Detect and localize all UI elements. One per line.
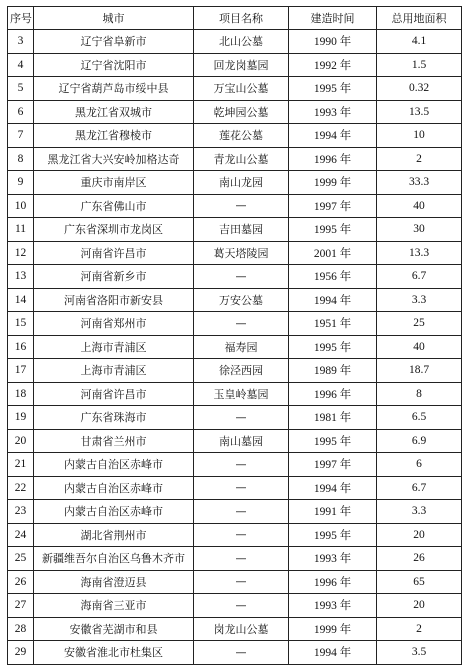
cell-city: 广东省深圳市龙岗区 — [34, 218, 194, 242]
cell-index: 17 — [8, 359, 34, 383]
cell-total-area: 6.5 — [377, 406, 462, 430]
cell-project: — — [194, 523, 289, 547]
cell-project: 南山墓园 — [194, 429, 289, 453]
cell-index: 11 — [8, 218, 34, 242]
table-row — [8, 265, 462, 289]
cell-total-area: 20 — [377, 523, 462, 547]
cell-build-time: 1995 年 — [289, 77, 377, 101]
cell-index: 13 — [8, 265, 34, 289]
cell-index: 6 — [8, 100, 34, 124]
table-row — [8, 30, 462, 54]
table-row — [8, 194, 462, 218]
cell-build-time: 1994 年 — [289, 476, 377, 500]
cell-total-area: 33.3 — [377, 171, 462, 195]
table-row — [8, 570, 462, 594]
table-row — [8, 312, 462, 336]
cell-total-area: 4.1 — [377, 30, 462, 54]
cell-project: 玉皇岭墓园 — [194, 382, 289, 406]
cell-total-area: 30 — [377, 218, 462, 242]
cell-index: 23 — [8, 500, 34, 524]
cell-build-time: 1994 年 — [289, 288, 377, 312]
cell-total-area: 65 — [377, 570, 462, 594]
cell-index: 7 — [8, 124, 34, 148]
cell-total-area: 13.3 — [377, 241, 462, 265]
cell-index: 10 — [8, 194, 34, 218]
cell-total-area: 0.32 — [377, 77, 462, 101]
cell-index: 28 — [8, 617, 34, 641]
cell-total-area: 2 — [377, 617, 462, 641]
cell-city: 湖北省荆州市 — [34, 523, 194, 547]
cell-city: 辽宁省葫芦岛市绥中县 — [34, 77, 194, 101]
cell-index: 15 — [8, 312, 34, 336]
cell-city: 辽宁省阜新市 — [34, 30, 194, 54]
cell-project: — — [194, 500, 289, 524]
cell-city: 安徽省淮北市杜集区 — [34, 641, 194, 665]
table-row — [8, 77, 462, 101]
cell-build-time: 1981 年 — [289, 406, 377, 430]
cell-project: — — [194, 476, 289, 500]
cell-build-time: 1996 年 — [289, 382, 377, 406]
cell-city: 河南省许昌市 — [34, 382, 194, 406]
cell-index: 27 — [8, 594, 34, 618]
table-row — [8, 523, 462, 547]
cell-project: 莲花公墓 — [194, 124, 289, 148]
table-row — [8, 453, 462, 477]
cell-project: 吉田墓园 — [194, 218, 289, 242]
table-row — [8, 100, 462, 124]
cell-build-time: 1994 年 — [289, 124, 377, 148]
header-index: 序号 — [8, 7, 34, 30]
table-header-row — [8, 7, 462, 30]
table-row — [8, 617, 462, 641]
cell-project: 北山公墓 — [194, 30, 289, 54]
cell-project: 万宝山公墓 — [194, 77, 289, 101]
cell-city: 内蒙古自治区赤峰市 — [34, 453, 194, 477]
cell-build-time: 1989 年 — [289, 359, 377, 383]
header-total-area: 总用地面积 — [377, 7, 462, 30]
cell-project: 万安公墓 — [194, 288, 289, 312]
cell-build-time: 1997 年 — [289, 453, 377, 477]
cell-total-area: 13.5 — [377, 100, 462, 124]
cell-total-area: 10 — [377, 124, 462, 148]
cell-total-area: 6.9 — [377, 429, 462, 453]
cell-project: 南山龙园 — [194, 171, 289, 195]
cell-total-area: 3.3 — [377, 288, 462, 312]
cell-build-time: 1996 年 — [289, 570, 377, 594]
cell-city: 黑龙江省穆棱市 — [34, 124, 194, 148]
table-row — [8, 547, 462, 571]
table-row — [8, 641, 462, 665]
table-row — [8, 124, 462, 148]
cell-city: 上海市青浦区 — [34, 359, 194, 383]
table-row — [8, 406, 462, 430]
cell-index: 9 — [8, 171, 34, 195]
cell-total-area: 2 — [377, 147, 462, 171]
cell-city: 甘肃省兰州市 — [34, 429, 194, 453]
cell-project: — — [194, 194, 289, 218]
cell-city: 海南省三亚市 — [34, 594, 194, 618]
cell-build-time: 1996 年 — [289, 147, 377, 171]
cell-index: 21 — [8, 453, 34, 477]
table-row — [8, 53, 462, 77]
cell-index: 26 — [8, 570, 34, 594]
cell-city: 安徽省芜湖市和县 — [34, 617, 194, 641]
cell-total-area: 18.7 — [377, 359, 462, 383]
cell-index: 18 — [8, 382, 34, 406]
table-row — [8, 476, 462, 500]
cell-total-area: 3.3 — [377, 500, 462, 524]
cell-project: 回龙岗墓园 — [194, 53, 289, 77]
cell-total-area: 6 — [377, 453, 462, 477]
table-row — [8, 171, 462, 195]
cell-project: 青龙山公墓 — [194, 147, 289, 171]
cell-index: 4 — [8, 53, 34, 77]
table-row — [8, 147, 462, 171]
cell-build-time: 1993 年 — [289, 594, 377, 618]
table-row — [8, 429, 462, 453]
cell-total-area: 6.7 — [377, 265, 462, 289]
cell-city: 河南省许昌市 — [34, 241, 194, 265]
cell-index: 29 — [8, 641, 34, 665]
table-row — [8, 288, 462, 312]
cell-project: — — [194, 641, 289, 665]
cell-total-area: 40 — [377, 335, 462, 359]
cell-city: 重庆市南岸区 — [34, 171, 194, 195]
cell-total-area: 25 — [377, 312, 462, 336]
cell-city: 河南省郑州市 — [34, 312, 194, 336]
cell-build-time: 1999 年 — [289, 617, 377, 641]
cell-index: 22 — [8, 476, 34, 500]
cell-city: 黑龙江省双城市 — [34, 100, 194, 124]
table-row — [8, 218, 462, 242]
cell-total-area: 1.5 — [377, 53, 462, 77]
cell-build-time: 1997 年 — [289, 194, 377, 218]
cell-build-time: 1993 年 — [289, 547, 377, 571]
cell-project: — — [194, 312, 289, 336]
cell-build-time: 1951 年 — [289, 312, 377, 336]
cell-city: 广东省佛山市 — [34, 194, 194, 218]
cell-total-area: 3.5 — [377, 641, 462, 665]
cell-build-time: 2001 年 — [289, 241, 377, 265]
cell-index: 25 — [8, 547, 34, 571]
cemetery-table — [7, 6, 462, 665]
cell-project: 徐泾西园 — [194, 359, 289, 383]
cell-index: 24 — [8, 523, 34, 547]
cell-project: 葛天塔陵园 — [194, 241, 289, 265]
cell-city: 黑龙江省大兴安岭加格达奇 — [34, 147, 194, 171]
cell-project: 岗龙山公墓 — [194, 617, 289, 641]
cell-project: — — [194, 265, 289, 289]
header-build-time: 建造时间 — [289, 7, 377, 30]
cell-build-time: 1999 年 — [289, 171, 377, 195]
cell-total-area: 40 — [377, 194, 462, 218]
cemetery-table-container — [7, 6, 462, 665]
cell-project: 福寿园 — [194, 335, 289, 359]
cell-city: 河南省洛阳市新安县 — [34, 288, 194, 312]
cell-city: 上海市青浦区 — [34, 335, 194, 359]
cell-city: 广东省珠海市 — [34, 406, 194, 430]
table-row — [8, 359, 462, 383]
cell-build-time: 1995 年 — [289, 335, 377, 359]
cell-total-area: 20 — [377, 594, 462, 618]
cell-project: — — [194, 547, 289, 571]
cell-city: 海南省澄迈县 — [34, 570, 194, 594]
cell-index: 14 — [8, 288, 34, 312]
cell-project: — — [194, 570, 289, 594]
cell-build-time: 1995 年 — [289, 523, 377, 547]
cell-city: 内蒙古自治区赤峰市 — [34, 500, 194, 524]
cell-build-time: 1993 年 — [289, 100, 377, 124]
cell-build-time: 1990 年 — [289, 30, 377, 54]
cell-build-time: 1995 年 — [289, 429, 377, 453]
cell-project: 乾坤园公墓 — [194, 100, 289, 124]
cell-total-area: 6.7 — [377, 476, 462, 500]
cell-city: 新疆维吾尔自治区乌鲁木齐市 — [34, 547, 194, 571]
cell-index: 19 — [8, 406, 34, 430]
cell-index: 8 — [8, 147, 34, 171]
cell-city: 内蒙古自治区赤峰市 — [34, 476, 194, 500]
cell-total-area: 26 — [377, 547, 462, 571]
cell-city: 河南省新乡市 — [34, 265, 194, 289]
cell-build-time: 1956 年 — [289, 265, 377, 289]
header-project: 项目名称 — [194, 7, 289, 30]
cell-index: 12 — [8, 241, 34, 265]
cell-index: 20 — [8, 429, 34, 453]
table-row — [8, 335, 462, 359]
table-row — [8, 500, 462, 524]
cell-build-time: 1991 年 — [289, 500, 377, 524]
cell-project: — — [194, 453, 289, 477]
table-row — [8, 594, 462, 618]
cell-total-area: 8 — [377, 382, 462, 406]
cell-city: 辽宁省沈阳市 — [34, 53, 194, 77]
header-city: 城市 — [34, 7, 194, 30]
cell-build-time: 1992 年 — [289, 53, 377, 77]
cell-build-time: 1995 年 — [289, 218, 377, 242]
cell-index: 5 — [8, 77, 34, 101]
cell-index: 3 — [8, 30, 34, 54]
table-row — [8, 241, 462, 265]
cell-build-time: 1994 年 — [289, 641, 377, 665]
cell-project: — — [194, 594, 289, 618]
table-row — [8, 382, 462, 406]
cell-project: — — [194, 406, 289, 430]
cell-index: 16 — [8, 335, 34, 359]
